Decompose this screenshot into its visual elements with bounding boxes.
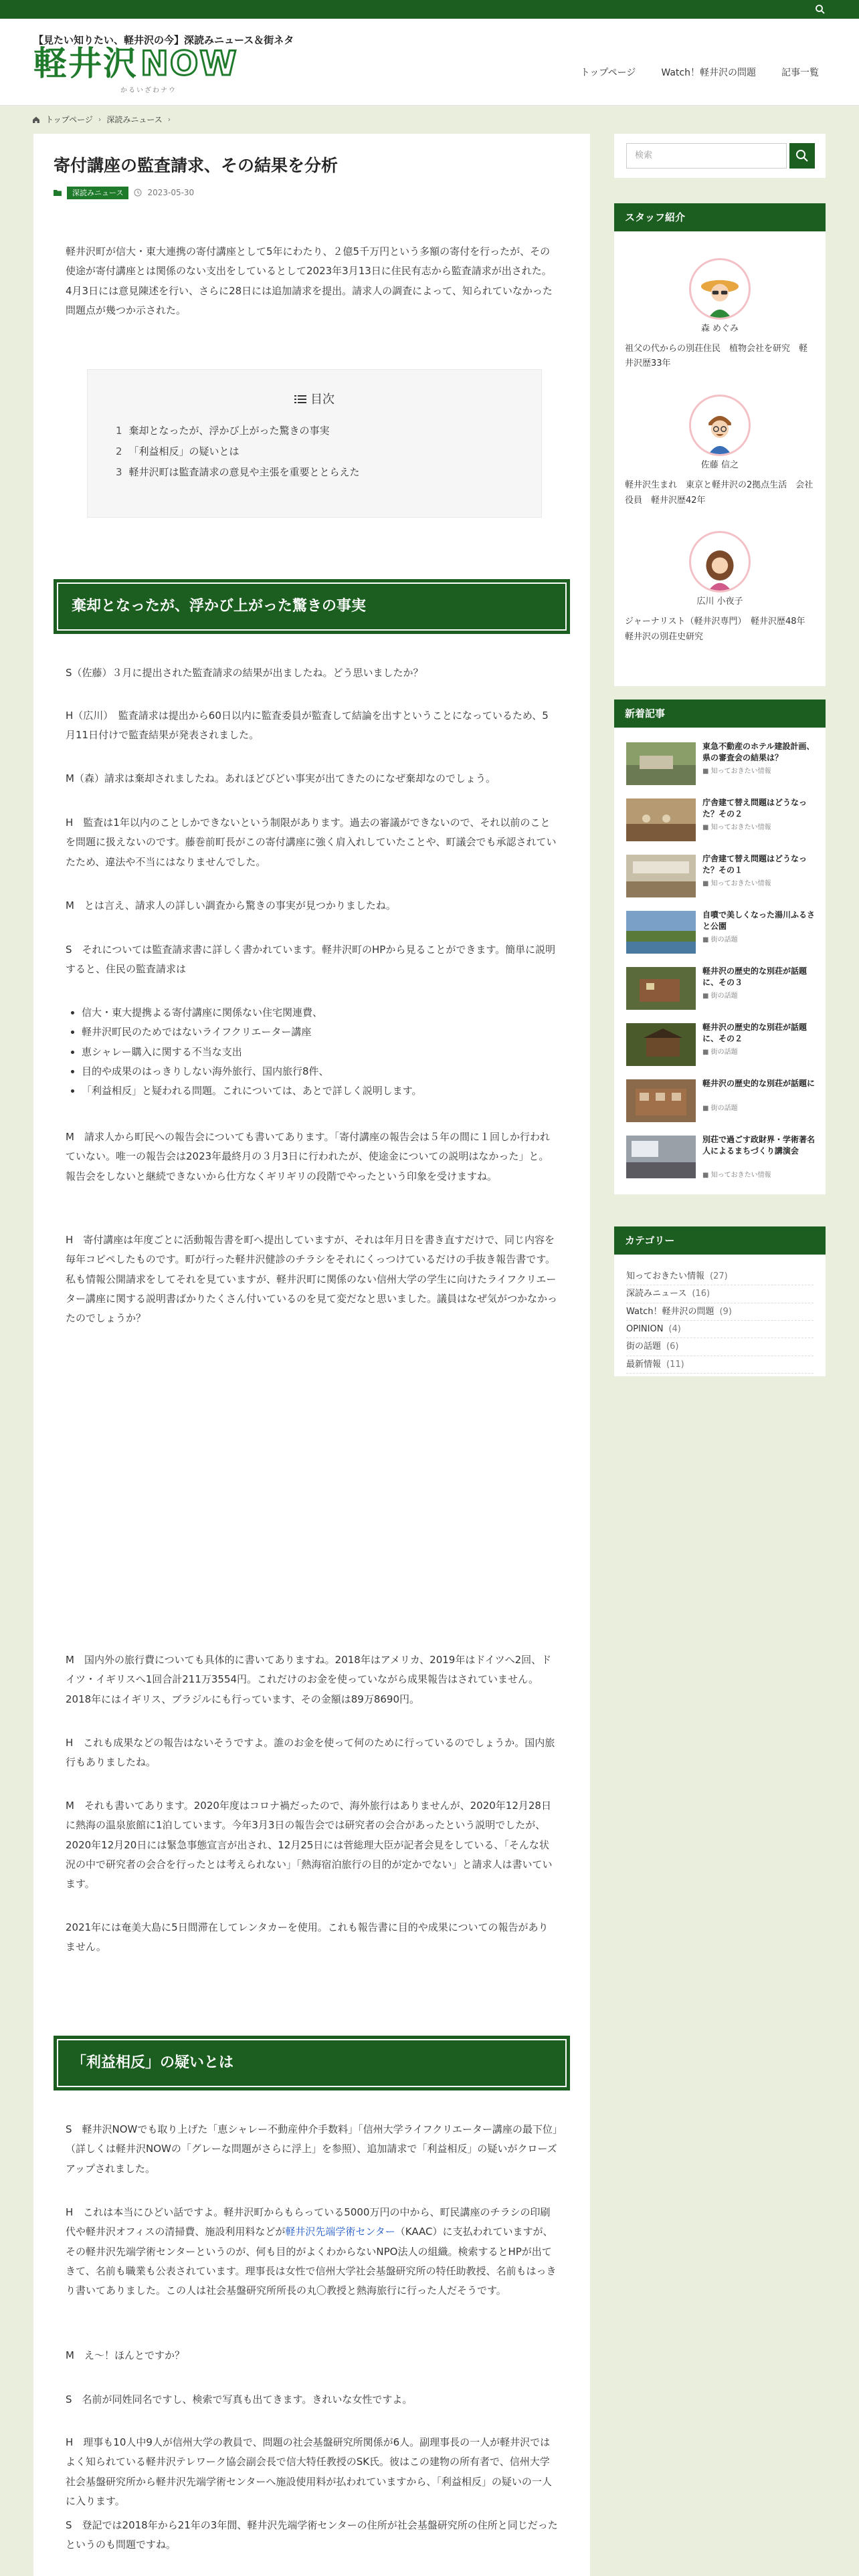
clock-icon xyxy=(134,189,142,197)
paragraph: M（森）請求は棄却されましたね。あれほどびどい事実が出てきたのになぜ棄却なのでしょう。 xyxy=(66,772,496,784)
news-category: ■ 知っておきたい情報 xyxy=(702,768,771,775)
global-nav xyxy=(581,64,819,82)
breadcrumb-top[interactable]: トップページ xyxy=(45,115,93,124)
news-thumbnail xyxy=(626,1136,696,1178)
staff-name: 佐藤 信之 xyxy=(700,460,739,471)
staff-card xyxy=(614,258,826,372)
news-item[interactable]: 軽井沢の歴史的な別荘が話題に、その３ ■ 街の話題 xyxy=(626,967,820,1014)
search-icon xyxy=(789,143,815,169)
news-thumbnail xyxy=(626,855,696,897)
staff-desc: 祖父の代からの別荘住民 植物会社を研究 軽井沢歴33年 xyxy=(625,343,808,369)
chevron-right-icon: › xyxy=(167,114,171,124)
paragraph: 2021年には奄美大島に5日間滞在してレンタカーを使用。これも報告書に目的や成果についての報告がありません。 xyxy=(66,1921,549,1953)
paragraph: M 国内外の旅行費についても具体的に書いてありますね。2018年はアメリカ、2019年はドイツへ2回、ドイツ・イギリスへ1回合計211万3554円。これだけのお金を使っていながら成果報告はされていません。2018年にはイギリス、ブラジルにも行っています、その金額は89万8690円。 xyxy=(66,1654,552,1705)
paragraph: M 請求人から町民への報告会についても書いてあります。「寄付講座の報告会は５年の間に１回しか行われていない。唯一の報告会は2023年最終月の３月3日に行われたが、使途金についての説明はなかった」と。報告会をしないと継続できないから仕方なくギリギリの段階でやったという印象を受けますね。 xyxy=(66,1131,550,1182)
home-icon xyxy=(32,116,40,124)
news-category: ■ 知っておきたい情報 xyxy=(702,880,771,887)
news-thumbnail xyxy=(626,967,696,1010)
site-tagline: 【見たい知りたい、軽井沢の今】深読みニュース＆街ネタ xyxy=(33,34,294,46)
article-main xyxy=(33,134,590,2576)
top-bar xyxy=(0,0,859,19)
category-item[interactable]: 知っておきたい情報 (27) xyxy=(626,1268,814,1285)
staff-name: 森 めぐみ xyxy=(700,324,739,334)
sidebar-staff xyxy=(614,203,826,686)
staff-desc: 軽井沢生まれ 東京と軽井沢の2拠点生活 会社役員 軽井沢歴42年 xyxy=(625,479,814,506)
toc-list xyxy=(116,421,541,482)
search-input[interactable]: 検索 xyxy=(626,143,787,169)
breadcrumb xyxy=(32,112,171,128)
sidebar-search xyxy=(614,134,826,178)
news-item[interactable]: 東急不動産のホテル建設計画、県の審査会の結果は？ ■ 知っておきたい情報 xyxy=(626,742,820,789)
staff-card xyxy=(614,531,826,645)
news-item[interactable]: 庁舎建て替え問題はどうなった？その１ ■ 知っておきたい情報 xyxy=(626,855,820,901)
category-item[interactable]: Watch！軽井沢の問題 (9) xyxy=(626,1303,814,1321)
site-logo[interactable] xyxy=(33,44,238,83)
article-intro: 軽井沢町が信大・東大連携の寄付講座として5年にわたり、２億5千万円という多額の寄付を行ったが、その使途が寄付講座とは関係のない支出をしているとして2023年3月13日に住民有志から監査請求が出された。4月3日には意見陳述を行い、さらに28日には追加請求を提出。請求人の調査によって、知られていなかった問題点が幾つか示された。 xyxy=(66,245,553,316)
news-category: ■ 街の話題 xyxy=(702,936,738,944)
paragraph: M とは言え、請求人の詳しい調査から驚きの事実が見つかりましたね。 xyxy=(66,899,396,911)
site-header xyxy=(0,19,859,106)
news-thumbnail xyxy=(626,1023,696,1066)
news-thumbnail xyxy=(626,911,696,954)
paragraph: H 寄付講座は年度ごとに活動報告書を町へ提出していますが、それは年月日を書き直すだけで、同じ内容を毎年コピペしたものです。町が行った軽井沢健診のチラシをそれにくっつけているだけの手抜き報告書です。私も情報公開請求をしてそれを見ていますが、軽井沢町に関係のない信州大学の学生に向けたライフクリエーター講座に関する説明書ばかりたくさん付いているのを見て変だなと思いました。議員はなぜ気がつかなかったのでしょうか？ xyxy=(66,1234,558,1324)
news-thumbnail xyxy=(626,742,696,785)
avatar xyxy=(689,258,751,320)
nav-top[interactable]: トップページ xyxy=(580,68,636,78)
list-item: • 目的や成果のはっきりしない海外旅行、国内旅行8件、 xyxy=(82,1062,558,1081)
paragraph: S（佐藤）３月に提出された監査請求の結果が出ましたね。どう思いましたか？ xyxy=(66,667,423,679)
news-item[interactable]: 軽井沢の歴史的な別荘が話題に ■ 街の話題 xyxy=(626,1079,820,1126)
news-heading: 新着記事 xyxy=(614,700,826,728)
category-badge[interactable]: 深読みニュース xyxy=(67,187,128,200)
list-item: • 軽井沢町民のためではないライフクリエーター講座 xyxy=(82,1023,558,1042)
staff-desc: ジャーナリスト（軽井沢専門） 軽井沢歴48年 軽井沢の別荘史研究 xyxy=(625,617,814,642)
news-thumbnail xyxy=(626,1079,696,1122)
paragraph: H これは本当にひどい話ですよ。軽井沢町からもらっている5000万円の中から、町民講座のチラシの印刷代や軽井沢オフィスの清掃費、施設利用料などが軽井沢先端学術センター（KAAC）に支払われていますが、その軽井沢先端学術センターというのが、何も目的がよくわからないNPO法人の組織。検索するとHPが出てきて、名前も職業も公表されています。理事長は女性で信州大学社会基盤研究所の特任助教授、名前もはっきり書いてありました。この人は社会基盤研究所所長の丸〇教授と熱海旅行に行った人だそうです。 xyxy=(66,2206,557,2296)
category-item[interactable]: 最新情報 (11) xyxy=(626,1356,814,1374)
toc-item[interactable]: 2 「利益相反」の疑いとは xyxy=(116,445,240,457)
search-button[interactable] xyxy=(789,143,815,169)
list-icon xyxy=(294,395,306,404)
paragraph: H 理事も10人中9人が信州大学の教員で、問題の社会基盤研究所関係が6人。副理事長の一人が軽井沢ではよく知られている軽井沢テレワーク協会副会長で信大特任教授のSK氏。彼はこの建物の所有者で、信州大学社会基盤研究所から軽井沢先端学術センターへ施設使用料が払われていますから、「利益相反」の疑いの一人に入ります。 xyxy=(66,2436,552,2507)
table-of-contents xyxy=(87,369,542,518)
news-item[interactable]: 軽井沢の歴史的な別荘が話題に、その２ ■ 街の話題 xyxy=(626,1023,820,1070)
news-category: ■ 知っておきたい情報 xyxy=(702,1172,771,1179)
section-heading-2: 「利益相反」の疑いとは xyxy=(54,2036,570,2090)
staff-name: 広川 小夜子 xyxy=(696,597,743,607)
logo-en: NOW xyxy=(140,44,238,83)
category-item[interactable]: 街の話題 (6) xyxy=(626,1338,814,1356)
sidebar-news xyxy=(614,700,826,1194)
article-meta xyxy=(54,185,570,201)
news-item[interactable]: 別荘で過ごす政財界・学術著名人によるまちづくり講演会 ■ 知っておきたい情報 xyxy=(626,1136,820,1182)
search-icon[interactable] xyxy=(815,4,826,15)
paragraph: M え〜！ほんとですか？ xyxy=(66,2349,185,2361)
nav-watch[interactable]: Watch！軽井沢の問題 xyxy=(661,68,756,78)
category-item[interactable]: 深読みニュース (16) xyxy=(626,1285,814,1303)
category-item[interactable]: OPINION (4) xyxy=(626,1321,814,1338)
article-title: 寄付講座の監査請求、その結果を分析 xyxy=(54,156,339,175)
staff-heading: スタッフ紹介 xyxy=(614,203,826,231)
paragraph: H 監査は1年以内のことしかできないという制限があります。過去の審議ができないので、それ以前のことを問題に扱えないのです。藤巻前町長がこの寄付講座に強く肩入れしていたことや、町議会でも承認されていたため、違法や不当にはなりませんでした。 xyxy=(66,817,557,868)
avatar xyxy=(689,395,751,456)
news-thumbnail xyxy=(626,798,696,841)
kaac-link[interactable]: 軽井沢先端学術センター xyxy=(285,2226,395,2238)
complaint-list xyxy=(66,1003,558,1101)
sidebar-categories xyxy=(614,1226,826,1376)
news-item[interactable]: 自噴で美しくなった湯川ふるさと公園 ■ 街の話題 xyxy=(626,911,820,958)
list-item: • 信大・東大提携よる寄付講座に関係ない住宅関連費、 xyxy=(82,1003,558,1023)
paragraph: H これも成果などの報告はないそうですよ。誰のお金を使って何のために行っているのでしょうか。国内旅行もありましたね。 xyxy=(66,1737,555,1769)
section-heading-1: 棄却となったが、浮かび上がった驚きの事実 xyxy=(54,579,570,634)
toc-item[interactable]: 1 棄却となったが、浮かび上がった驚きの事実 xyxy=(116,425,330,437)
article-date: 2023-05-30 xyxy=(147,188,195,197)
breadcrumb-category[interactable]: 深読みニュース xyxy=(106,115,163,124)
news-category: ■ 街の話題 xyxy=(702,1105,738,1112)
paragraph: S それについては監査請求書に詳しく書かれています。軽井沢町のHPから見ることができます。簡単に説明すると、住民の監査請求は xyxy=(66,944,556,976)
list-item: • 恵シャレー購入に関する不当な支出 xyxy=(82,1043,558,1062)
paragraph: S 登記では2018年から21年の3年間、軽井沢先端学術センターの住所が社会基盤研究所の住所と同じだったというのも問題ですね。 xyxy=(66,2519,558,2551)
news-category: ■ 知っておきたい情報 xyxy=(702,824,771,831)
category-heading: カテゴリー xyxy=(614,1226,826,1255)
list-item: • 「利益相反」と疑われる問題。これについては、あとで詳しく説明します。 xyxy=(82,1081,558,1101)
nav-articles[interactable]: 記事一覧 xyxy=(781,68,819,78)
logo-jp: 軽井沢 xyxy=(33,44,138,83)
paragraph: S 名前が同姓同名ですし、検索で写真も出てきます。きれいな女性ですよ。 xyxy=(66,2393,413,2405)
staff-card xyxy=(614,395,826,508)
news-item[interactable]: 庁舎建て替え問題はどうなった？その２ ■ 知っておきたい情報 xyxy=(626,798,820,845)
chevron-right-icon: › xyxy=(98,114,102,124)
news-category: ■ 街の話題 xyxy=(702,1049,738,1056)
toc-item[interactable]: 3 軽井沢町は監査請求の意見や主張を重要ととらえた xyxy=(116,465,360,478)
folder-icon xyxy=(54,189,62,197)
category-list xyxy=(614,1255,826,1380)
paragraph: S 軽井沢NOWでも取り上げた「恵シャレー不動産仲介手数料」「信州大学ライフクリエーター講座の最下位」（詳しくは軽井沢NOWの「グレーな問題がさらに浮上」を参照）、追加請求で「利益相反」の疑いがクローズアップされました。 xyxy=(66,2123,558,2175)
paragraph: M それも書いてあります。2020年度はコロナ禍だったので、海外旅行はありませんが、2020年12月28日に熱海の温泉旅館に1泊しています。今年3月3日の報告会では研究者の会合があったという説明でしたが、2020年12月20日には緊急事態宣言が出され、12月25日には菅総理大臣が記者会見をしている、「そんな状況の中で研究者の会合を行ったとは考えられない」「熱海宿泊旅行の目的が定かでない」と請求人は書いています。 xyxy=(66,1800,553,1890)
paragraph: H（広川） 監査請求は提出から60日以内に監査委員が監査して結論を出すということになっているため、5月11日付けで監査結果が発表されました。 xyxy=(66,710,549,742)
toc-title: 目次 xyxy=(88,389,541,411)
news-category: ■ 街の話題 xyxy=(702,992,738,1000)
avatar xyxy=(689,531,751,593)
logo-subtitle: かるいざわナウ xyxy=(120,87,177,94)
